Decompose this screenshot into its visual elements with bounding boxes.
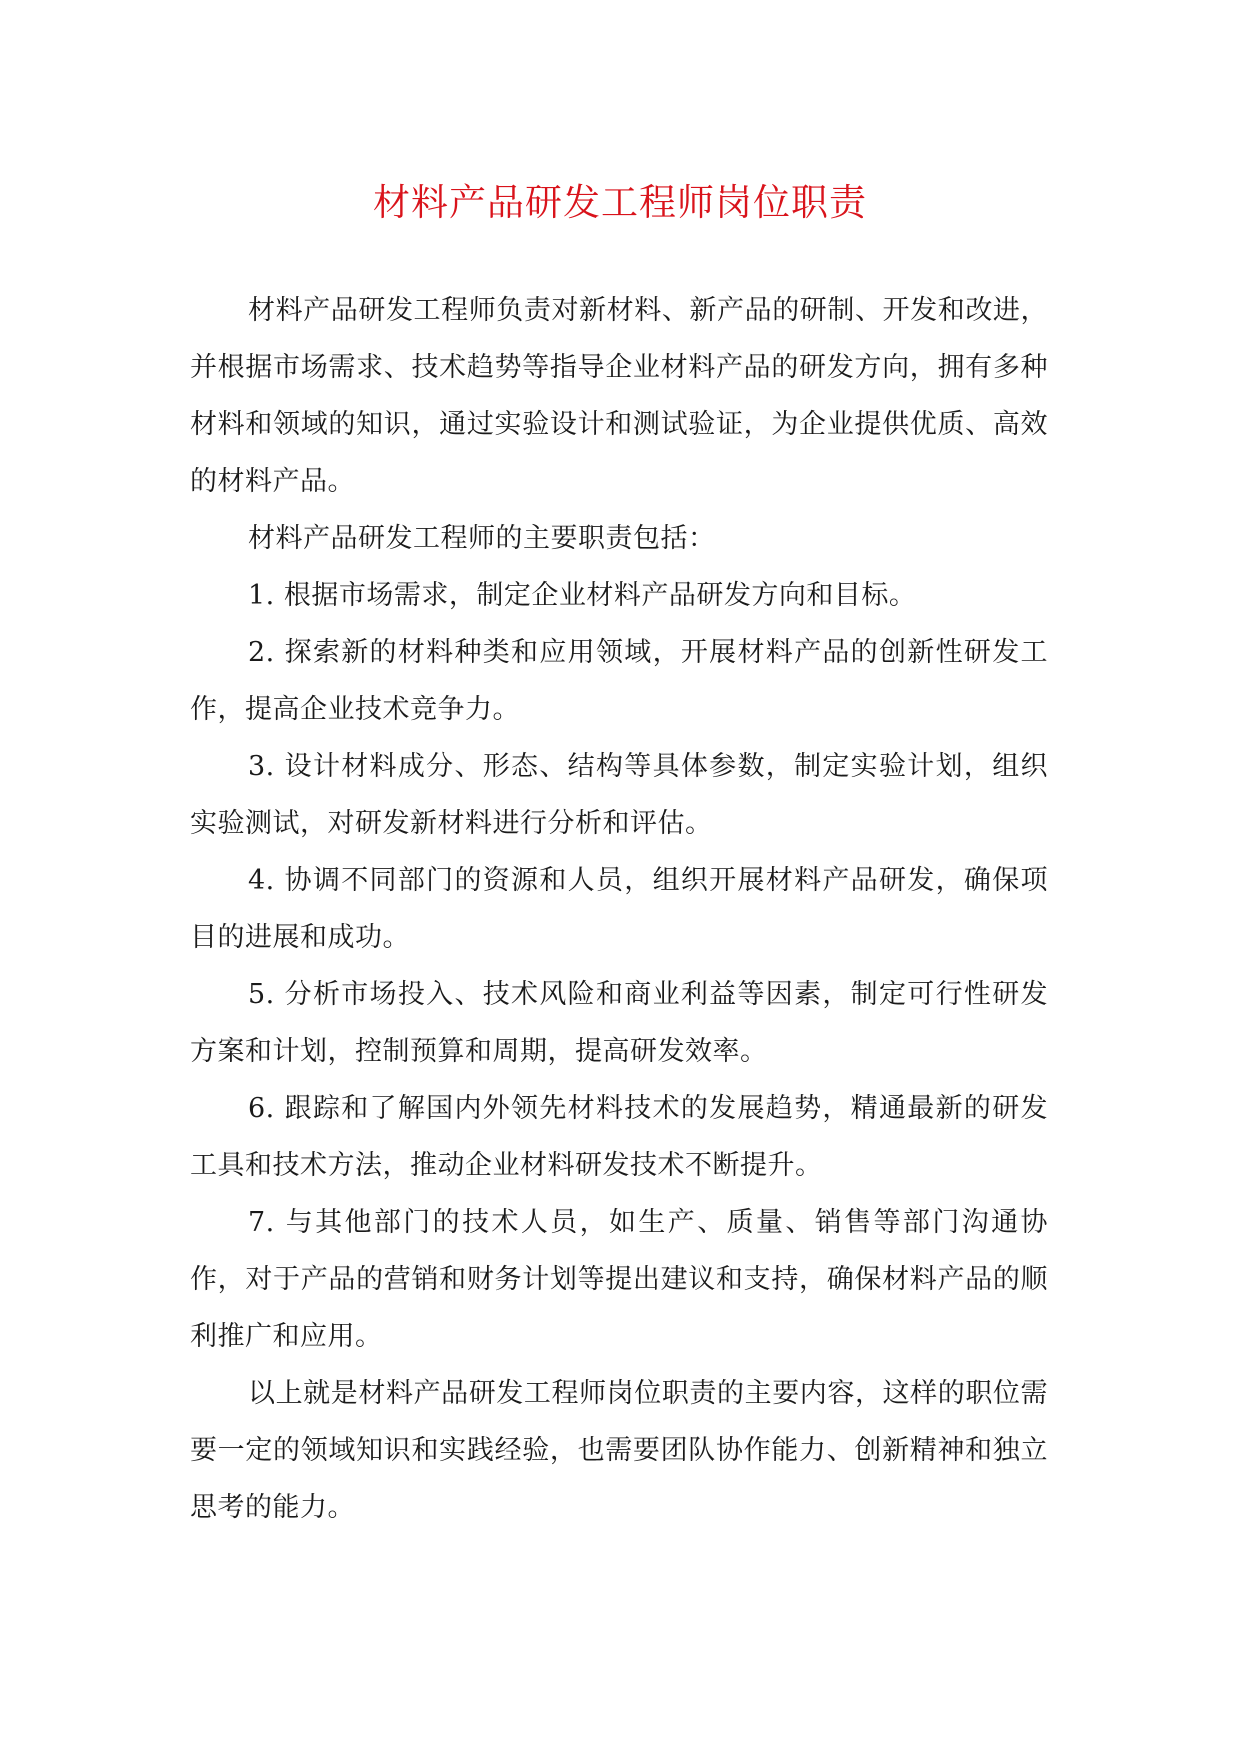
intro-paragraph: 材料产品研发工程师负责对新材料、新产品的研制、开发和改进，并根据市场需求、技术趋势等指导企业材料产品的研发方向，拥有多种材料和领域的知识，通过实验设计和测试验证，为企业提供优质、高效的材料产品。	[190, 295, 1048, 497]
responsibility-item-2: 2. 探索新的材料种类和应用领域，开展材料产品的创新性研发工作，提高企业技术竞争力。	[190, 637, 1048, 725]
responsibility-item-1: 1. 根据市场需求，制定企业材料产品研发方向和目标。	[248, 580, 917, 611]
document-title: 材料产品研发工程师岗位职责	[373, 181, 867, 224]
responsibilities-heading: 材料产品研发工程师的主要职责包括：	[248, 523, 716, 554]
responsibility-item-6: 6. 跟踪和了解国内外领先材料技术的发展趋势，精通最新的研发工具和技术方法，推动企业材料研发技术不断提升。	[190, 1093, 1048, 1181]
responsibility-item-3: 3. 设计材料成分、形态、结构等具体参数，制定实验计划，组织实验测试，对研发新材料进行分析和评估。	[190, 751, 1048, 839]
responsibility-item-5: 5. 分析市场投入、技术风险和商业利益等因素，制定可行性研发方案和计划，控制预算和周期，提高研发效率。	[190, 979, 1048, 1067]
responsibility-item-7: 7. 与其他部门的技术人员，如生产、质量、销售等部门沟通协作，对于产品的营销和财务计划等提出建议和支持，确保材料产品的顺利推广和应用。	[190, 1207, 1048, 1352]
responsibility-item-4: 4. 协调不同部门的资源和人员，组织开展材料产品研发，确保项目的进展和成功。	[190, 865, 1048, 953]
conclusion-paragraph: 以上就是材料产品研发工程师岗位职责的主要内容，这样的职位需要一定的领域知识和实践经验，也需要团队协作能力、创新精神和独立思考的能力。	[190, 1378, 1048, 1523]
document-body	[190, 282, 1048, 1536]
